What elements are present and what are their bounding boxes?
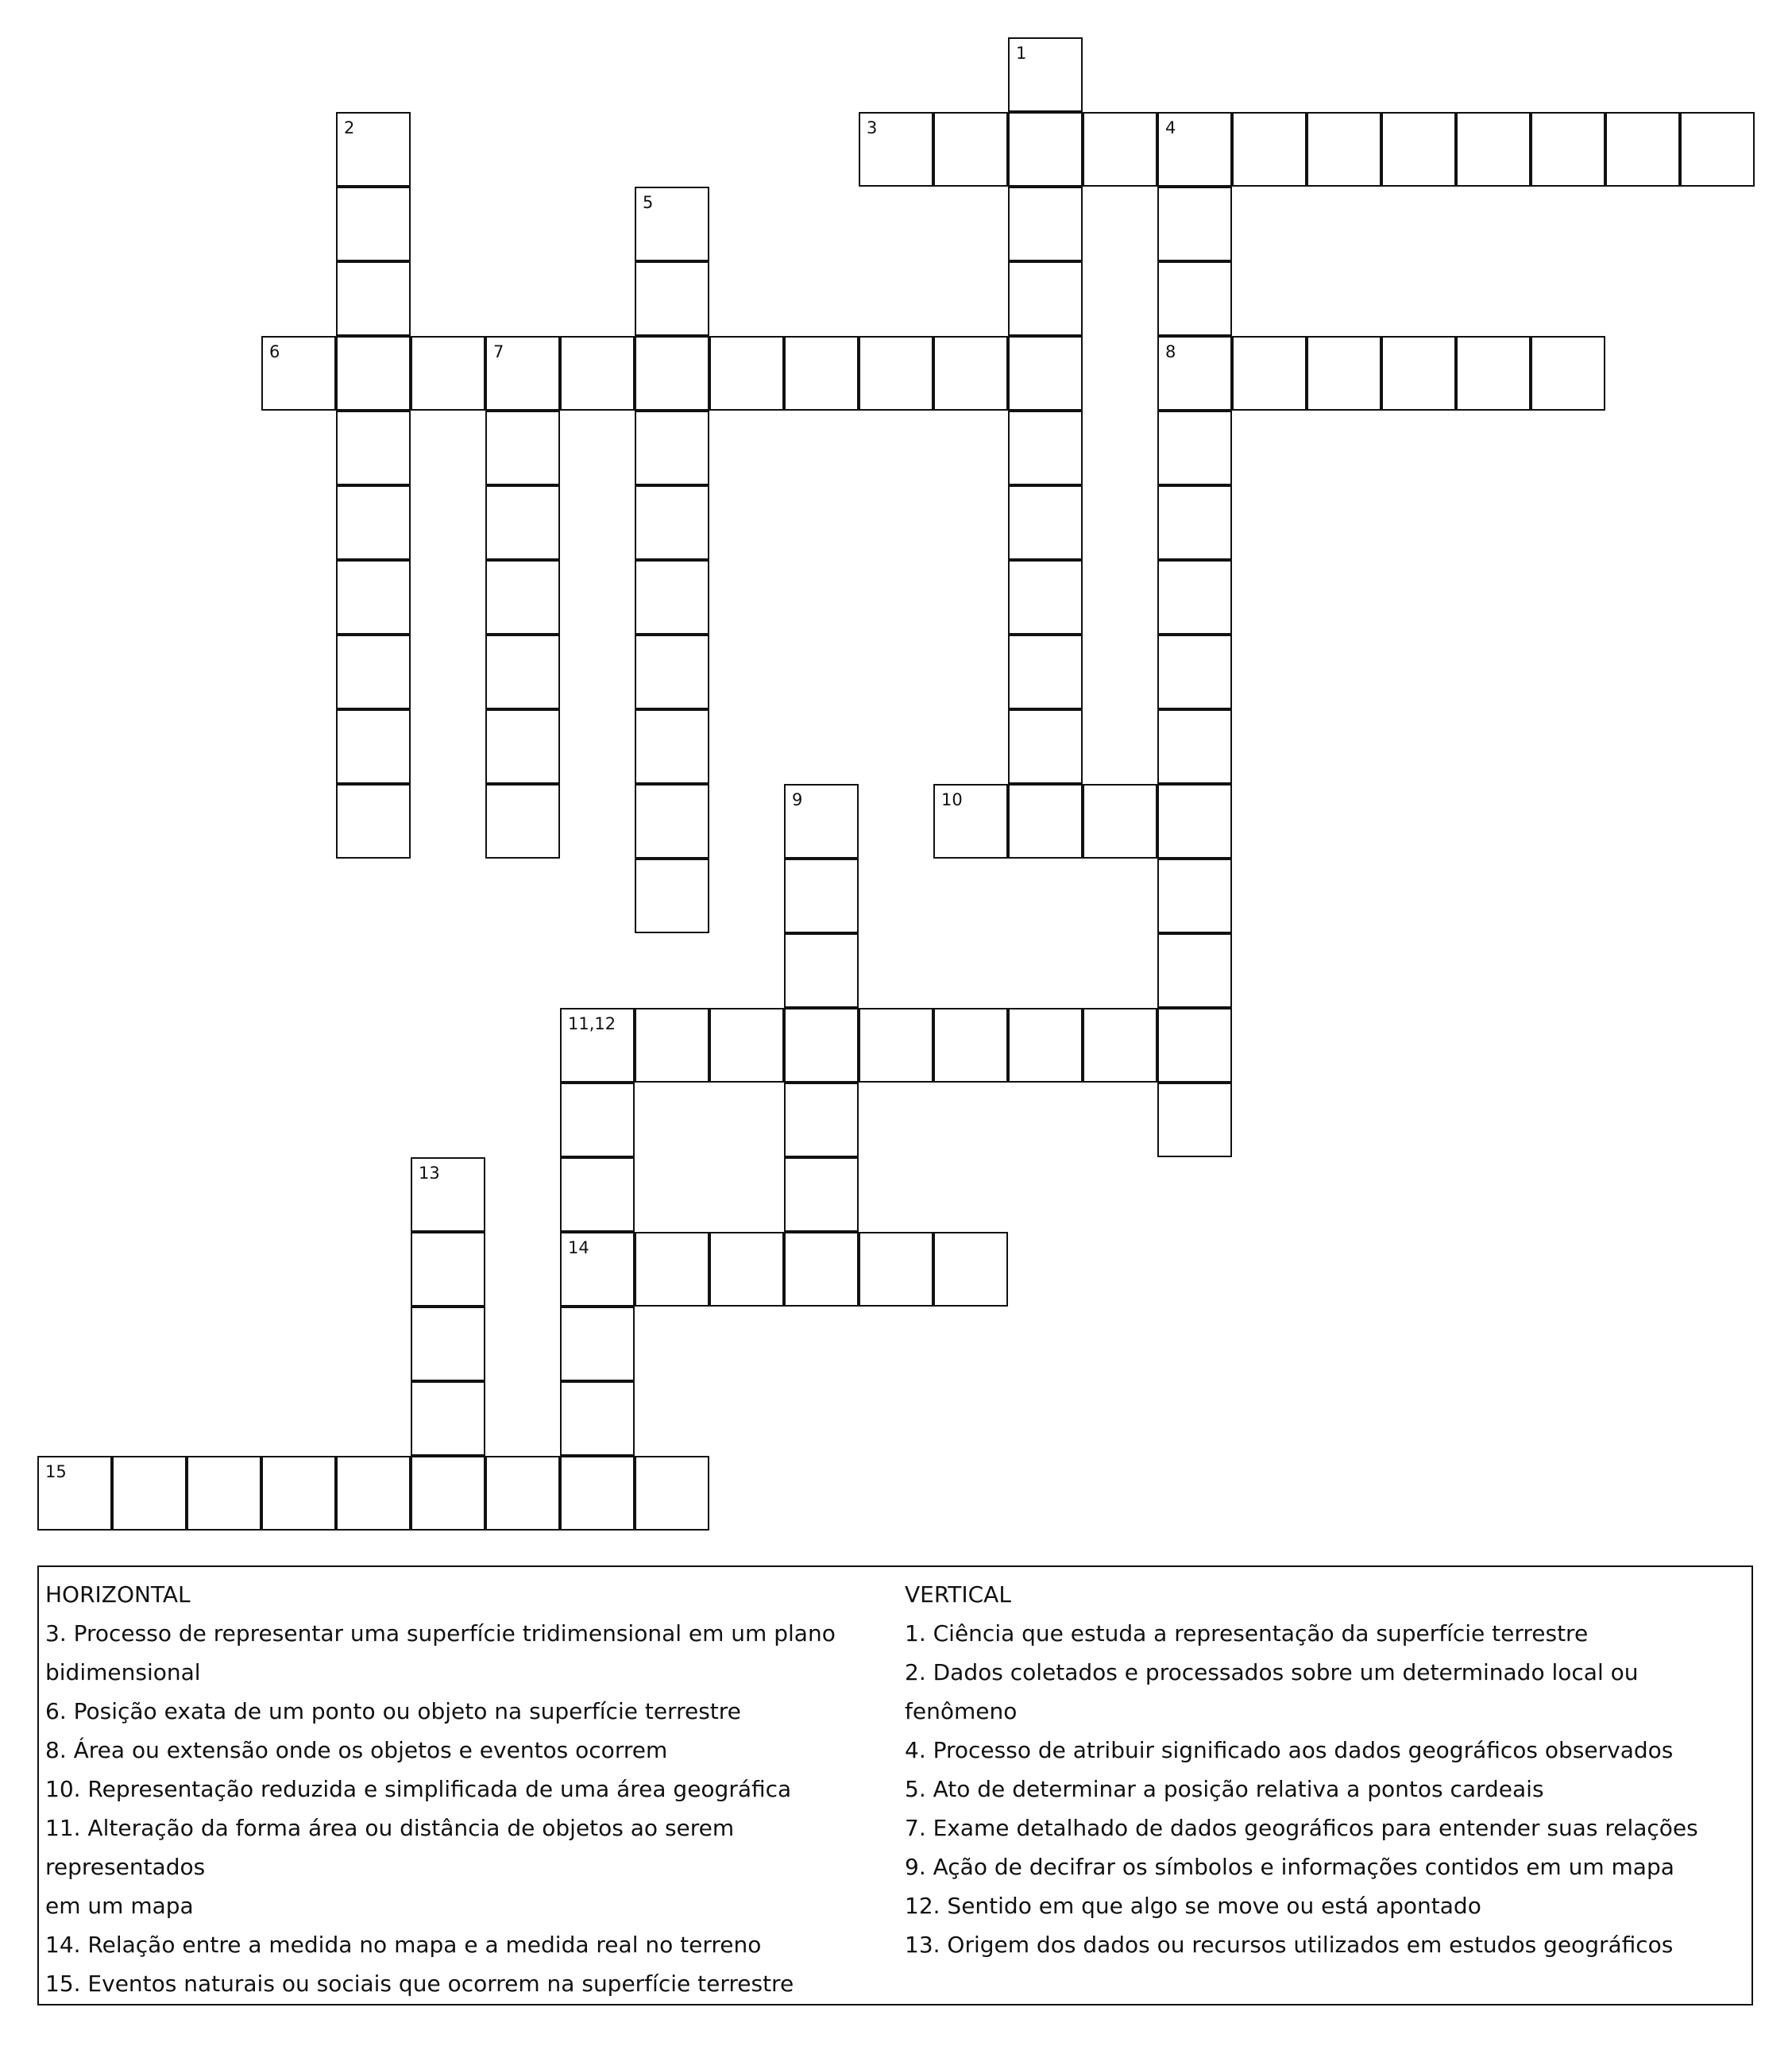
crossword-cell[interactable] [1456, 336, 1531, 411]
clue-line: 14. Relação entre a medida no mapa e a medida real no terreno [45, 1932, 762, 1958]
crossword-cell[interactable] [1157, 336, 1232, 411]
crossword-cell[interactable] [1157, 709, 1232, 784]
clue-number: 4 [1165, 118, 1176, 137]
vertical-heading: VERTICAL [905, 1581, 1011, 1608]
crossword-cell[interactable] [485, 485, 560, 560]
crossword-cell[interactable] [784, 336, 859, 411]
clue-line: 3. Processo de representar uma superfície tridimensional em um plano [45, 1620, 836, 1646]
crossword-cell[interactable] [1008, 336, 1083, 411]
crossword-cell[interactable] [784, 859, 859, 933]
crossword-cell[interactable] [1232, 336, 1307, 411]
crossword-cell[interactable] [635, 1232, 709, 1307]
clue-line: 13. Origem dos dados ou recursos utilizados em estudos geográficos [905, 1932, 1674, 1958]
crossword-cell[interactable] [933, 1008, 1008, 1083]
crossword-cell[interactable] [1083, 784, 1157, 859]
crossword-cell[interactable] [709, 336, 784, 411]
crossword-cell[interactable] [485, 411, 560, 485]
crossword-cell[interactable] [1157, 859, 1232, 933]
crossword-cell[interactable] [560, 1307, 635, 1381]
crossword-cell[interactable] [635, 485, 709, 560]
crossword-cell[interactable] [859, 112, 933, 187]
crossword-cell[interactable] [784, 784, 859, 859]
crossword-cell[interactable] [1008, 112, 1083, 187]
crossword-cell[interactable] [485, 635, 560, 709]
clue-number: 15 [45, 1462, 67, 1481]
clue-number: 11,12 [568, 1014, 616, 1033]
crossword-cell[interactable] [560, 1008, 635, 1083]
crossword-cell[interactable] [784, 933, 859, 1008]
clue-number: 2 [344, 118, 355, 137]
clue-number: 10 [941, 790, 963, 809]
clue-number: 14 [568, 1238, 589, 1257]
crossword-cell[interactable] [336, 709, 411, 784]
crossword-cell[interactable] [1157, 112, 1232, 187]
crossword-cell[interactable] [1083, 112, 1157, 187]
crossword-cell[interactable] [336, 336, 411, 411]
crossword-cell[interactable] [1307, 336, 1381, 411]
clue-number: 1 [1016, 44, 1027, 63]
crossword-cell[interactable] [411, 1381, 485, 1456]
crossword-cell[interactable] [1008, 560, 1083, 635]
clue-number: 3 [867, 118, 878, 137]
clue-line: 11. Alteração da forma área ou distância de objetos ao serem representados [45, 1815, 735, 1880]
clue-line: em um mapa [45, 1893, 194, 1919]
crossword-cell[interactable] [784, 1232, 859, 1307]
crossword-cell[interactable] [1605, 112, 1680, 187]
crossword-cell[interactable] [1157, 560, 1232, 635]
crossword-cell[interactable] [336, 411, 411, 485]
crossword-cell[interactable] [784, 1008, 859, 1083]
crossword-cell[interactable] [485, 784, 560, 859]
crossword-cell[interactable] [933, 336, 1008, 411]
crossword-cell[interactable] [411, 1456, 485, 1531]
crossword-cell[interactable] [1381, 112, 1456, 187]
crossword-cell[interactable] [1008, 784, 1083, 859]
crossword-cell[interactable] [336, 112, 411, 187]
crossword-cell[interactable] [784, 1157, 859, 1232]
clue-line: 6. Posição exata de um ponto ou objeto na superfície terrestre [45, 1698, 741, 1724]
crossword-cell[interactable] [933, 784, 1008, 859]
crossword-cell[interactable] [336, 1456, 411, 1531]
crossword-cell[interactable] [411, 1157, 485, 1232]
crossword-cell[interactable] [933, 1232, 1008, 1307]
clue-number: 13 [419, 1164, 440, 1183]
crossword-cell[interactable] [933, 112, 1008, 187]
crossword-cell[interactable] [859, 336, 933, 411]
clue-line: 5. Ato de determinar a posição relativa a pontos cardeais [905, 1776, 1544, 1802]
crossword-cell[interactable] [635, 635, 709, 709]
crossword-cell[interactable] [859, 1008, 933, 1083]
crossword-cell[interactable] [635, 261, 709, 336]
clues-box [37, 1565, 1753, 2005]
clue-line: 7. Exame detalhado de dados geográficos para entender suas relações [905, 1815, 1698, 1841]
crossword-cell[interactable] [1008, 411, 1083, 485]
crossword-cell[interactable] [1157, 784, 1232, 859]
crossword-cell[interactable] [1157, 933, 1232, 1008]
crossword-cell[interactable] [1531, 112, 1605, 187]
crossword-cell[interactable] [635, 859, 709, 933]
crossword-cell[interactable] [1307, 112, 1381, 187]
crossword-cell[interactable] [784, 1083, 859, 1157]
crossword-cell[interactable] [859, 1232, 933, 1307]
crossword-cell[interactable] [411, 1232, 485, 1307]
horizontal-heading: HORIZONTAL [45, 1581, 191, 1608]
crossword-cell[interactable] [1008, 261, 1083, 336]
clue-line: 4. Processo de atribuir significado aos dados geográficos observados [905, 1737, 1674, 1763]
crossword-cell[interactable] [560, 1381, 635, 1456]
crossword-cell[interactable] [709, 1232, 784, 1307]
crossword-cell[interactable] [485, 560, 560, 635]
crossword-cell[interactable] [635, 709, 709, 784]
crossword-cell[interactable] [1157, 635, 1232, 709]
clue-number: 7 [493, 342, 504, 361]
crossword-cell[interactable] [336, 560, 411, 635]
clue-line: 9. Ação de decifrar os símbolos e informações contidos em um mapa [905, 1854, 1674, 1880]
crossword-cell[interactable] [411, 1307, 485, 1381]
crossword-cell[interactable] [635, 411, 709, 485]
crossword-cell[interactable] [1531, 336, 1605, 411]
crossword-cell[interactable] [336, 485, 411, 560]
crossword-cell[interactable] [635, 336, 709, 411]
crossword-cell[interactable] [635, 784, 709, 859]
crossword-cell[interactable] [187, 1456, 261, 1531]
clue-line: 10. Representação reduzida e simplificada de uma área geográfica [45, 1776, 792, 1802]
crossword-cell[interactable] [485, 336, 560, 411]
crossword-cell[interactable] [1680, 112, 1755, 187]
crossword-cell[interactable] [1008, 485, 1083, 560]
crossword-cell[interactable] [261, 1456, 336, 1531]
crossword-cell[interactable] [336, 784, 411, 859]
crossword-cell[interactable] [1008, 37, 1083, 112]
clue-line: 12. Sentido em que algo se move ou está apontado [905, 1893, 1481, 1919]
crossword-cell[interactable] [560, 1083, 635, 1157]
crossword-cell[interactable] [485, 1456, 560, 1531]
crossword-cell[interactable] [1456, 112, 1531, 187]
crossword-cell[interactable] [560, 1456, 635, 1531]
crossword-cell[interactable] [1157, 411, 1232, 485]
crossword-cell[interactable] [635, 187, 709, 261]
horizontal-clues [45, 1575, 887, 2003]
crossword-cell[interactable] [1008, 1008, 1083, 1083]
clue-line: 1. Ciência que estuda a representação da superfície terrestre [905, 1620, 1589, 1646]
crossword-cell[interactable] [1157, 261, 1232, 336]
crossword-cell[interactable] [1008, 709, 1083, 784]
crossword-cell[interactable] [411, 336, 485, 411]
crossword-cell[interactable] [336, 261, 411, 336]
clue-line: 15. Eventos naturais ou sociais que ocorrem na superfície terrestre [45, 1971, 794, 1997]
crossword-cell[interactable] [1157, 1008, 1232, 1083]
crossword-cell[interactable] [1157, 1083, 1232, 1157]
clue-line: 2. Dados coletados e processados sobre um determinado local ou fenômeno [905, 1659, 1639, 1724]
clue-number: 8 [1165, 342, 1176, 361]
crossword-cell[interactable] [560, 1157, 635, 1232]
crossword-cell[interactable] [635, 1456, 709, 1531]
vertical-clues [905, 1575, 1747, 1964]
crossword-cell[interactable] [37, 1456, 112, 1531]
clue-number: 6 [269, 342, 280, 361]
crossword-cell[interactable] [709, 1008, 784, 1083]
crossword-cell[interactable] [1157, 187, 1232, 261]
crossword-cell[interactable] [261, 336, 336, 411]
crossword-cell[interactable] [112, 1456, 187, 1531]
crossword-cell[interactable] [560, 1232, 635, 1307]
clue-line: 8. Área ou extensão onde os objetos e eventos ocorrem [45, 1737, 668, 1763]
crossword-cell[interactable] [336, 187, 411, 261]
crossword-cell[interactable] [1232, 112, 1307, 187]
crossword-cell[interactable] [1157, 485, 1232, 560]
crossword-cell[interactable] [1008, 635, 1083, 709]
crossword-cell[interactable] [635, 1008, 709, 1083]
clue-number: 5 [643, 193, 654, 212]
crossword-cell[interactable] [560, 336, 635, 411]
crossword-cell[interactable] [485, 709, 560, 784]
crossword-cell[interactable] [1008, 187, 1083, 261]
clue-number: 9 [792, 790, 803, 809]
clue-line: bidimensional [45, 1659, 201, 1685]
crossword-cell[interactable] [336, 635, 411, 709]
crossword-cell[interactable] [1083, 1008, 1157, 1083]
crossword-cell[interactable] [635, 560, 709, 635]
crossword-cell[interactable] [1381, 336, 1456, 411]
